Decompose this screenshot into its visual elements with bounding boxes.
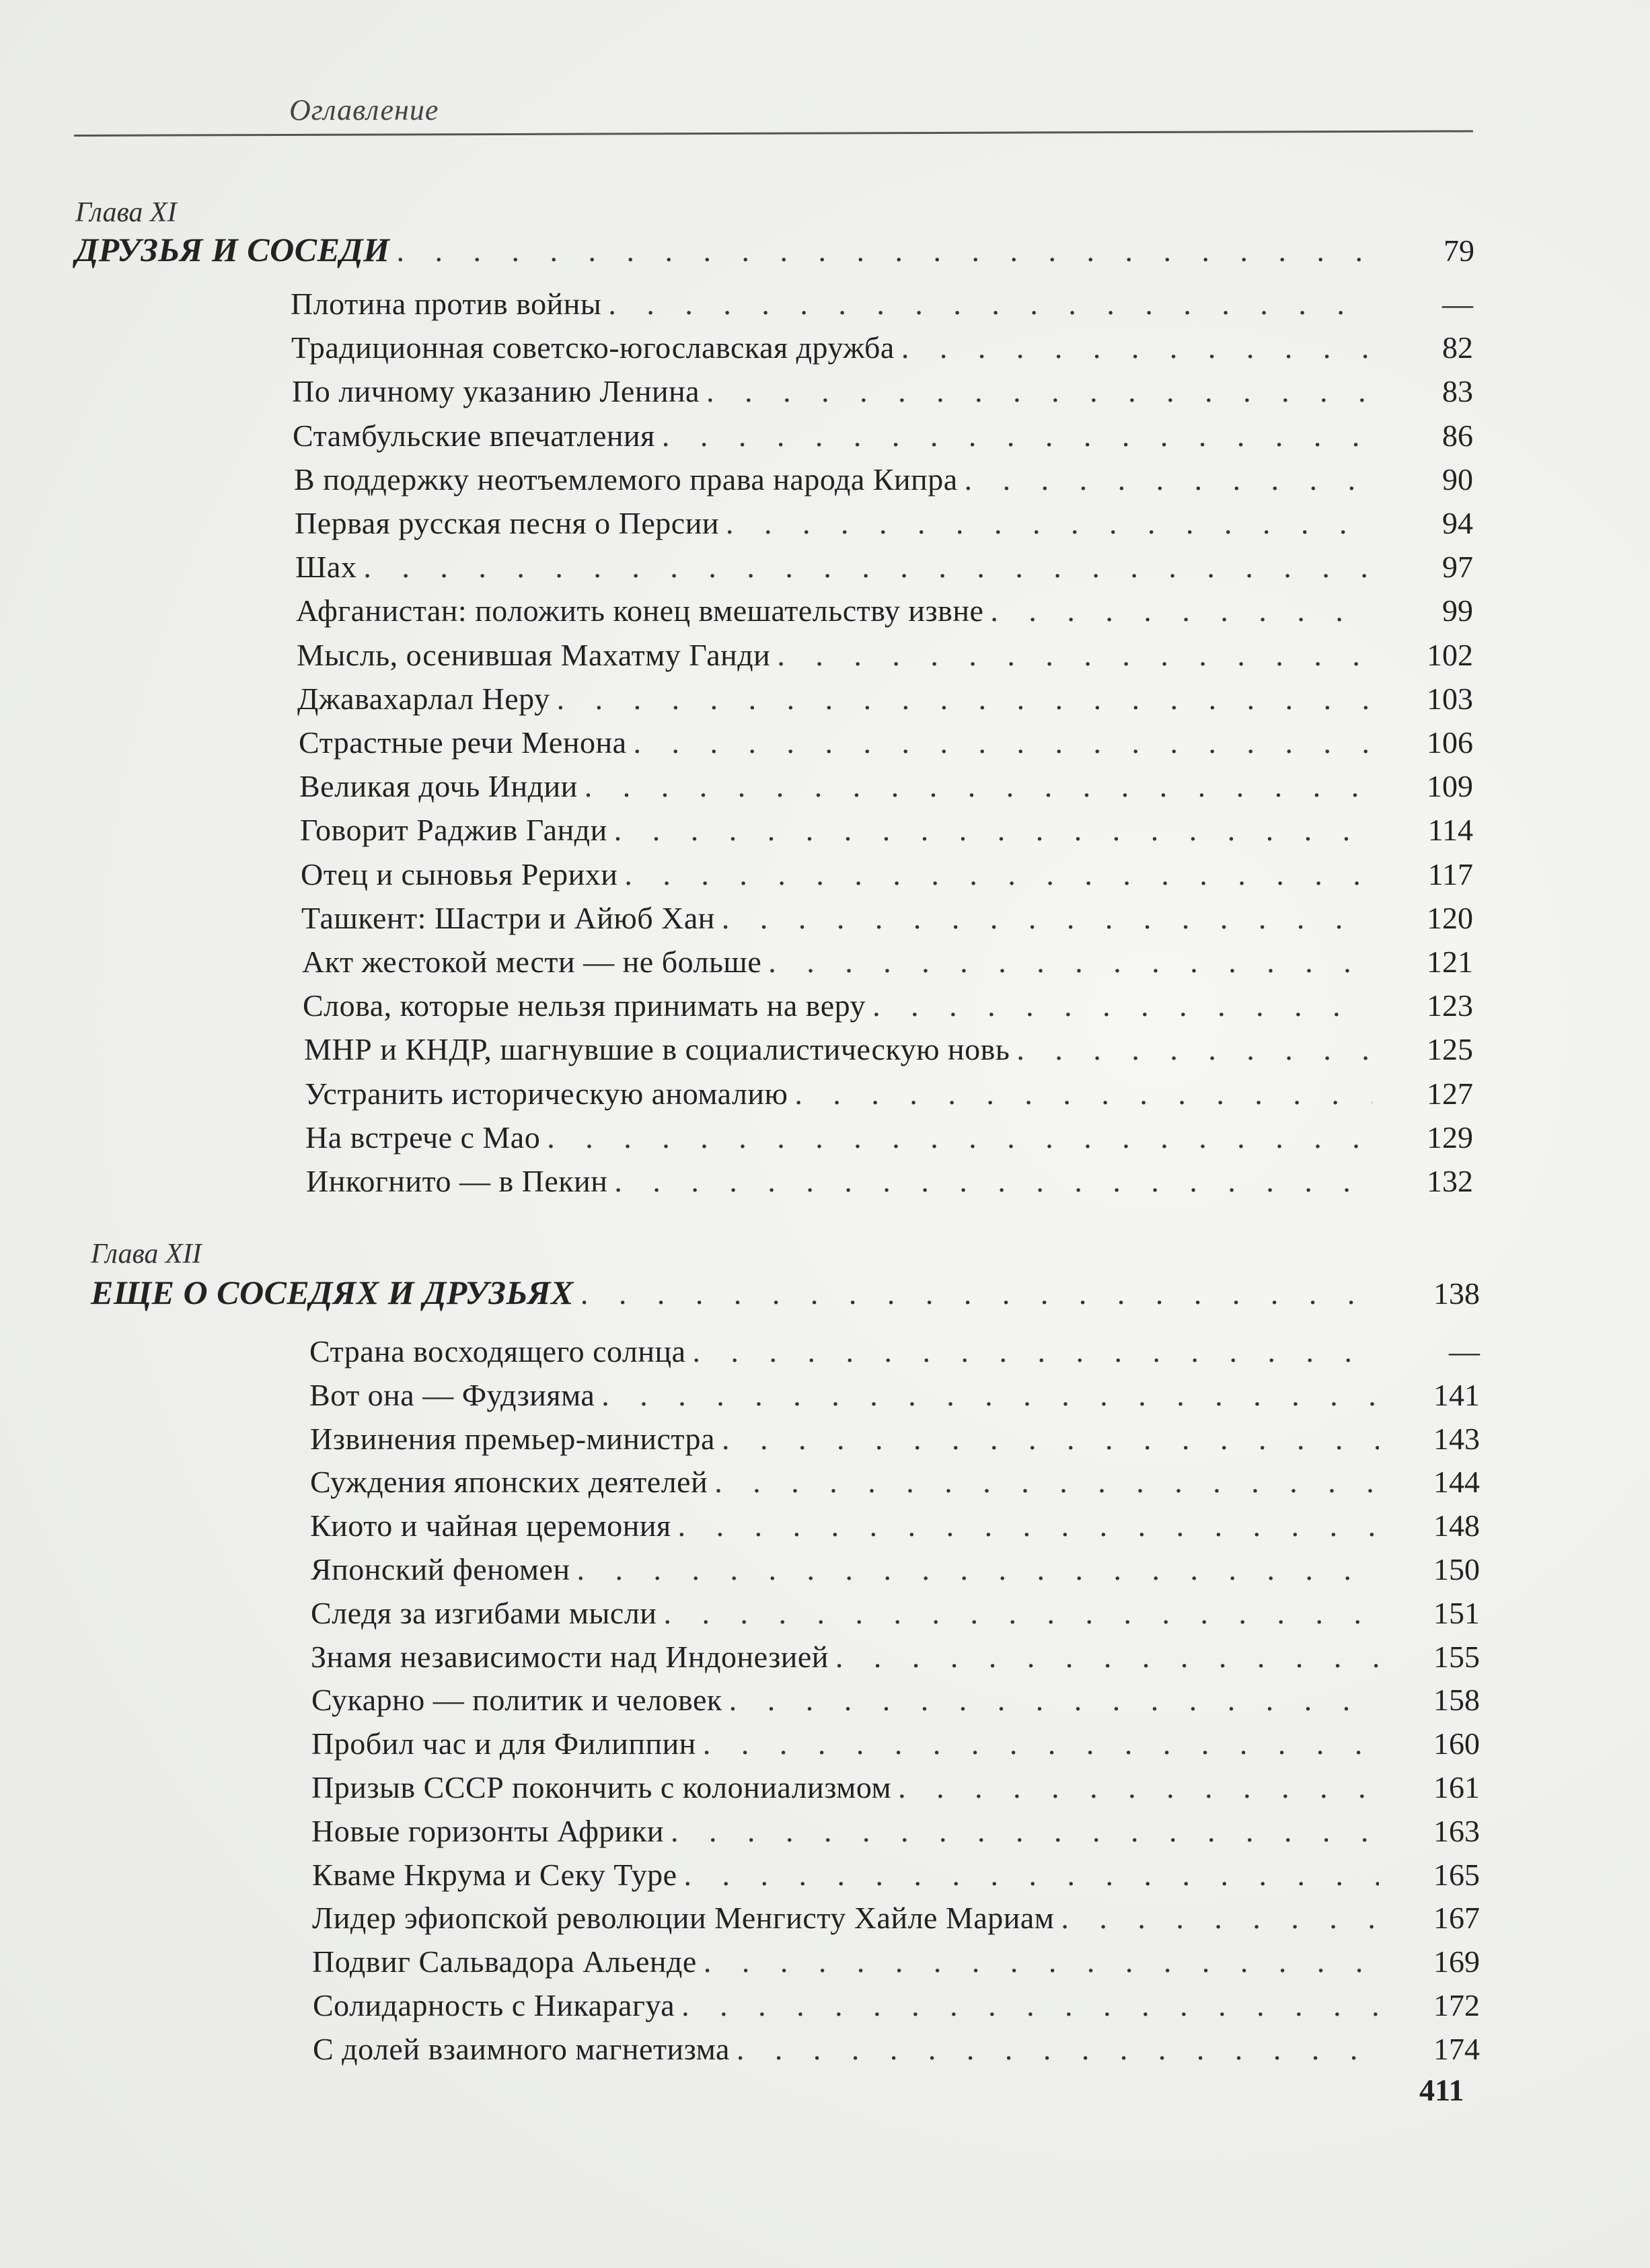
toc-entry[interactable] xyxy=(313,1987,1480,2023)
page-number: 123 xyxy=(1427,988,1473,1023)
dot-leader xyxy=(872,988,1372,1023)
header-rule xyxy=(74,130,1473,137)
entry-title: Акт жестокой мести — не больше xyxy=(302,945,762,979)
dot-leader xyxy=(777,637,1372,673)
page-number: 167 xyxy=(1433,1901,1480,1935)
dot-leader xyxy=(1016,1031,1372,1067)
dot-leader xyxy=(580,1276,1379,1311)
entry-title: Японский феномен xyxy=(311,1552,570,1586)
chapter-title: ДРУЗЬЯ И СОСЕДИ xyxy=(75,231,390,268)
toc-entry[interactable] xyxy=(310,1508,1480,1543)
page-number: — xyxy=(1449,1334,1480,1368)
entry-title: Традиционная советско-югославская дружба xyxy=(291,330,895,365)
dot-leader xyxy=(678,1508,1379,1543)
entry-title: Великая дочь Индии xyxy=(299,769,578,803)
page-number: 117 xyxy=(1427,857,1473,891)
dot-leader xyxy=(737,2031,1379,2067)
page-number: 121 xyxy=(1427,945,1473,979)
entry-title: Слова, которые нельзя принимать на веру xyxy=(303,988,866,1023)
dot-leader xyxy=(624,856,1372,892)
toc-entry[interactable] xyxy=(312,1857,1480,1893)
page-number: 165 xyxy=(1433,1858,1480,1892)
dot-leader xyxy=(835,1639,1379,1675)
entry-title: Кваме Нкрума и Секу Туре xyxy=(312,1858,677,1892)
toc-entry[interactable] xyxy=(311,1639,1480,1675)
page-number: 151 xyxy=(1433,1596,1480,1630)
toc-entry[interactable] xyxy=(309,1377,1480,1413)
page-number: 148 xyxy=(1433,1508,1480,1543)
page-number: 97 xyxy=(1442,550,1473,584)
toc-entry[interactable] xyxy=(299,768,1473,804)
toc-entry[interactable] xyxy=(291,286,1473,322)
page-number: 161 xyxy=(1433,1770,1480,1804)
entry-title: Подвиг Сальвадора Альенде xyxy=(312,1944,697,1979)
dot-leader xyxy=(577,1551,1379,1587)
dot-leader xyxy=(703,1726,1379,1761)
entry-title: Инкогнито — в Пекин xyxy=(306,1164,608,1198)
page-number: 132 xyxy=(1427,1164,1473,1198)
toc-entry[interactable] xyxy=(311,1769,1480,1805)
page-number: 79 xyxy=(1443,233,1474,268)
entry-title: Мысль, осенившая Махатму Ганди xyxy=(297,638,771,672)
dot-leader xyxy=(726,505,1372,541)
dot-leader xyxy=(722,900,1372,936)
page-number: 94 xyxy=(1442,506,1473,540)
dot-leader xyxy=(634,725,1372,760)
running-head: Оглавление xyxy=(289,94,439,126)
toc-entry[interactable] xyxy=(311,1813,1480,1849)
toc-entry[interactable] xyxy=(297,637,1473,673)
toc-entry[interactable] xyxy=(305,1076,1473,1111)
page-number: 103 xyxy=(1427,682,1473,716)
toc-entry[interactable] xyxy=(294,462,1473,497)
toc-entry[interactable] xyxy=(311,1595,1480,1631)
toc-entry[interactable] xyxy=(311,1551,1480,1587)
dot-leader xyxy=(396,233,1374,268)
entry-title: Солидарность с Никарагуа xyxy=(313,1988,675,2022)
page-folio: 411 xyxy=(1419,2073,1464,2107)
toc-entry[interactable] xyxy=(306,1163,1473,1199)
toc-entry[interactable] xyxy=(312,1900,1480,1936)
toc-entry[interactable] xyxy=(296,593,1473,628)
entry-title: Вот она — Фудзияма xyxy=(309,1378,595,1412)
entry-title: Стамбульские впечатления xyxy=(293,418,655,453)
entry-title: Страна восходящего солнца xyxy=(309,1334,686,1368)
toc-entry[interactable] xyxy=(303,988,1473,1023)
chapter-label: Глава XI xyxy=(75,197,177,228)
toc-entry[interactable] xyxy=(302,944,1473,980)
dot-leader xyxy=(729,1682,1379,1718)
page-number: 172 xyxy=(1433,1988,1480,2022)
page-number: 102 xyxy=(1427,638,1473,672)
page-number: 99 xyxy=(1442,593,1473,628)
page-number: 174 xyxy=(1433,2032,1480,2066)
dot-leader xyxy=(1061,1900,1379,1936)
dot-leader xyxy=(684,1857,1379,1893)
entry-title: По личному указанию Ленина xyxy=(292,374,700,408)
toc-entry[interactable] xyxy=(301,900,1473,936)
dot-leader xyxy=(547,1120,1372,1155)
entry-title: Лидер эфиопской революции Менгисту Хайле Мариам xyxy=(312,1901,1055,1935)
page-number: 138 xyxy=(1433,1276,1480,1311)
page-number: 114 xyxy=(1427,813,1473,847)
toc-entry[interactable] xyxy=(295,505,1473,541)
entry-title: Устранить историческую аномалию xyxy=(305,1076,788,1111)
page-number: 90 xyxy=(1442,462,1473,497)
entry-title: Призыв СССР покончить с колониализмом xyxy=(311,1770,892,1804)
entry-title: Извинения премьер-министра xyxy=(310,1422,715,1456)
chapter-entry[interactable] xyxy=(91,1273,1480,1312)
toc-entry[interactable] xyxy=(309,1333,1480,1369)
toc-entry[interactable] xyxy=(301,856,1473,892)
page-number: 143 xyxy=(1433,1422,1480,1456)
page-number: 86 xyxy=(1442,418,1473,453)
entry-title: Следя за изгибами мысли xyxy=(311,1596,657,1630)
toc-entry[interactable] xyxy=(310,1464,1480,1500)
dot-leader xyxy=(614,1163,1372,1199)
entry-title: Ташкент: Шастри и Айюб Хан xyxy=(301,901,715,935)
toc-entry[interactable] xyxy=(313,2031,1480,2067)
dot-leader xyxy=(663,1595,1379,1631)
entry-title: Отец и сыновья Рерихи xyxy=(301,857,618,891)
page-number: 150 xyxy=(1433,1552,1480,1586)
dot-leader xyxy=(704,1944,1379,1979)
entry-title: Новые горизонты Африки xyxy=(311,1814,664,1848)
toc-entry[interactable] xyxy=(312,1944,1480,1979)
page-number: 129 xyxy=(1427,1120,1473,1155)
dot-leader xyxy=(768,944,1372,980)
page-number: 106 xyxy=(1427,725,1473,760)
entry-title: Плотина против войны xyxy=(291,287,602,321)
page-number: 125 xyxy=(1427,1032,1473,1066)
dot-leader xyxy=(671,1813,1379,1849)
dot-leader xyxy=(681,1987,1379,2023)
entry-title: В поддержку неотъемлемого права народа Кипра xyxy=(294,462,958,497)
page-number: 141 xyxy=(1433,1378,1480,1412)
dot-leader xyxy=(990,593,1372,628)
chapter-label: Глава XII xyxy=(91,1239,202,1270)
dot-leader xyxy=(601,1377,1379,1413)
toc-entry[interactable] xyxy=(300,812,1473,848)
toc-entry[interactable] xyxy=(311,1726,1480,1761)
page-number: 82 xyxy=(1442,330,1473,365)
entry-title: Киото и чайная церемония xyxy=(310,1508,671,1543)
entry-title: Говорит Раджив Ганди xyxy=(300,813,607,847)
dot-leader xyxy=(714,1464,1379,1500)
entry-title: Афганистан: положить конец вмешательству извне xyxy=(296,593,984,628)
dot-leader xyxy=(965,462,1372,497)
dot-leader xyxy=(585,768,1372,804)
dot-leader xyxy=(722,1421,1379,1457)
entry-title: С долей взаимного магнетизма xyxy=(313,2032,730,2066)
page-number: 144 xyxy=(1433,1465,1480,1499)
dot-leader xyxy=(557,681,1372,717)
entry-title: МНР и КНДР, шагнувшие в социалистическую новь xyxy=(304,1032,1010,1066)
toc-entry[interactable] xyxy=(304,1031,1473,1067)
dot-leader xyxy=(608,286,1372,322)
entry-title: Пробил час и для Филиппин xyxy=(311,1726,696,1761)
dot-leader xyxy=(901,330,1372,365)
toc-entry[interactable] xyxy=(295,549,1473,585)
toc-entry[interactable] xyxy=(299,725,1473,760)
page-number: 160 xyxy=(1433,1726,1480,1761)
entry-title: Страстные речи Менона xyxy=(299,725,627,760)
entry-title: Сукарно — политик и человек xyxy=(311,1683,722,1717)
page-number: 169 xyxy=(1433,1944,1480,1979)
toc-entry[interactable] xyxy=(310,1421,1480,1457)
dot-leader xyxy=(662,418,1372,453)
dot-leader xyxy=(614,812,1372,848)
page-number: 127 xyxy=(1427,1076,1473,1111)
toc-entry[interactable] xyxy=(311,1682,1480,1718)
page-number: — xyxy=(1442,287,1473,321)
entry-title: Знамя независимости над Индонезией xyxy=(311,1640,829,1674)
page-number: 155 xyxy=(1433,1640,1480,1674)
entry-title: Джавахарлал Неру xyxy=(297,682,550,716)
toc-entry[interactable] xyxy=(297,681,1473,717)
entry-title: Суждения японских деятелей xyxy=(310,1465,708,1499)
toc-entry[interactable] xyxy=(292,373,1473,409)
entry-title: Первая русская песня о Персии xyxy=(295,506,719,540)
page-number: 83 xyxy=(1442,374,1473,408)
dot-leader xyxy=(706,373,1372,409)
chapter-title: ЕЩЕ О СОСЕДЯХ И ДРУЗЬЯХ xyxy=(91,1274,574,1311)
page-number: 109 xyxy=(1427,769,1473,803)
dot-leader xyxy=(363,549,1372,585)
entry-title: На встрече с Мао xyxy=(305,1120,541,1155)
page-number: 158 xyxy=(1433,1683,1480,1717)
dot-leader xyxy=(898,1769,1379,1805)
dot-leader xyxy=(794,1076,1372,1111)
page-number: 120 xyxy=(1427,901,1473,935)
toc-entry[interactable] xyxy=(293,418,1473,453)
toc-entry[interactable] xyxy=(305,1120,1473,1155)
page-number: 163 xyxy=(1433,1814,1480,1848)
entry-title: Шах xyxy=(295,550,357,584)
toc-entry[interactable] xyxy=(291,330,1473,365)
chapter-entry[interactable] xyxy=(75,230,1474,269)
dot-leader xyxy=(693,1333,1379,1369)
